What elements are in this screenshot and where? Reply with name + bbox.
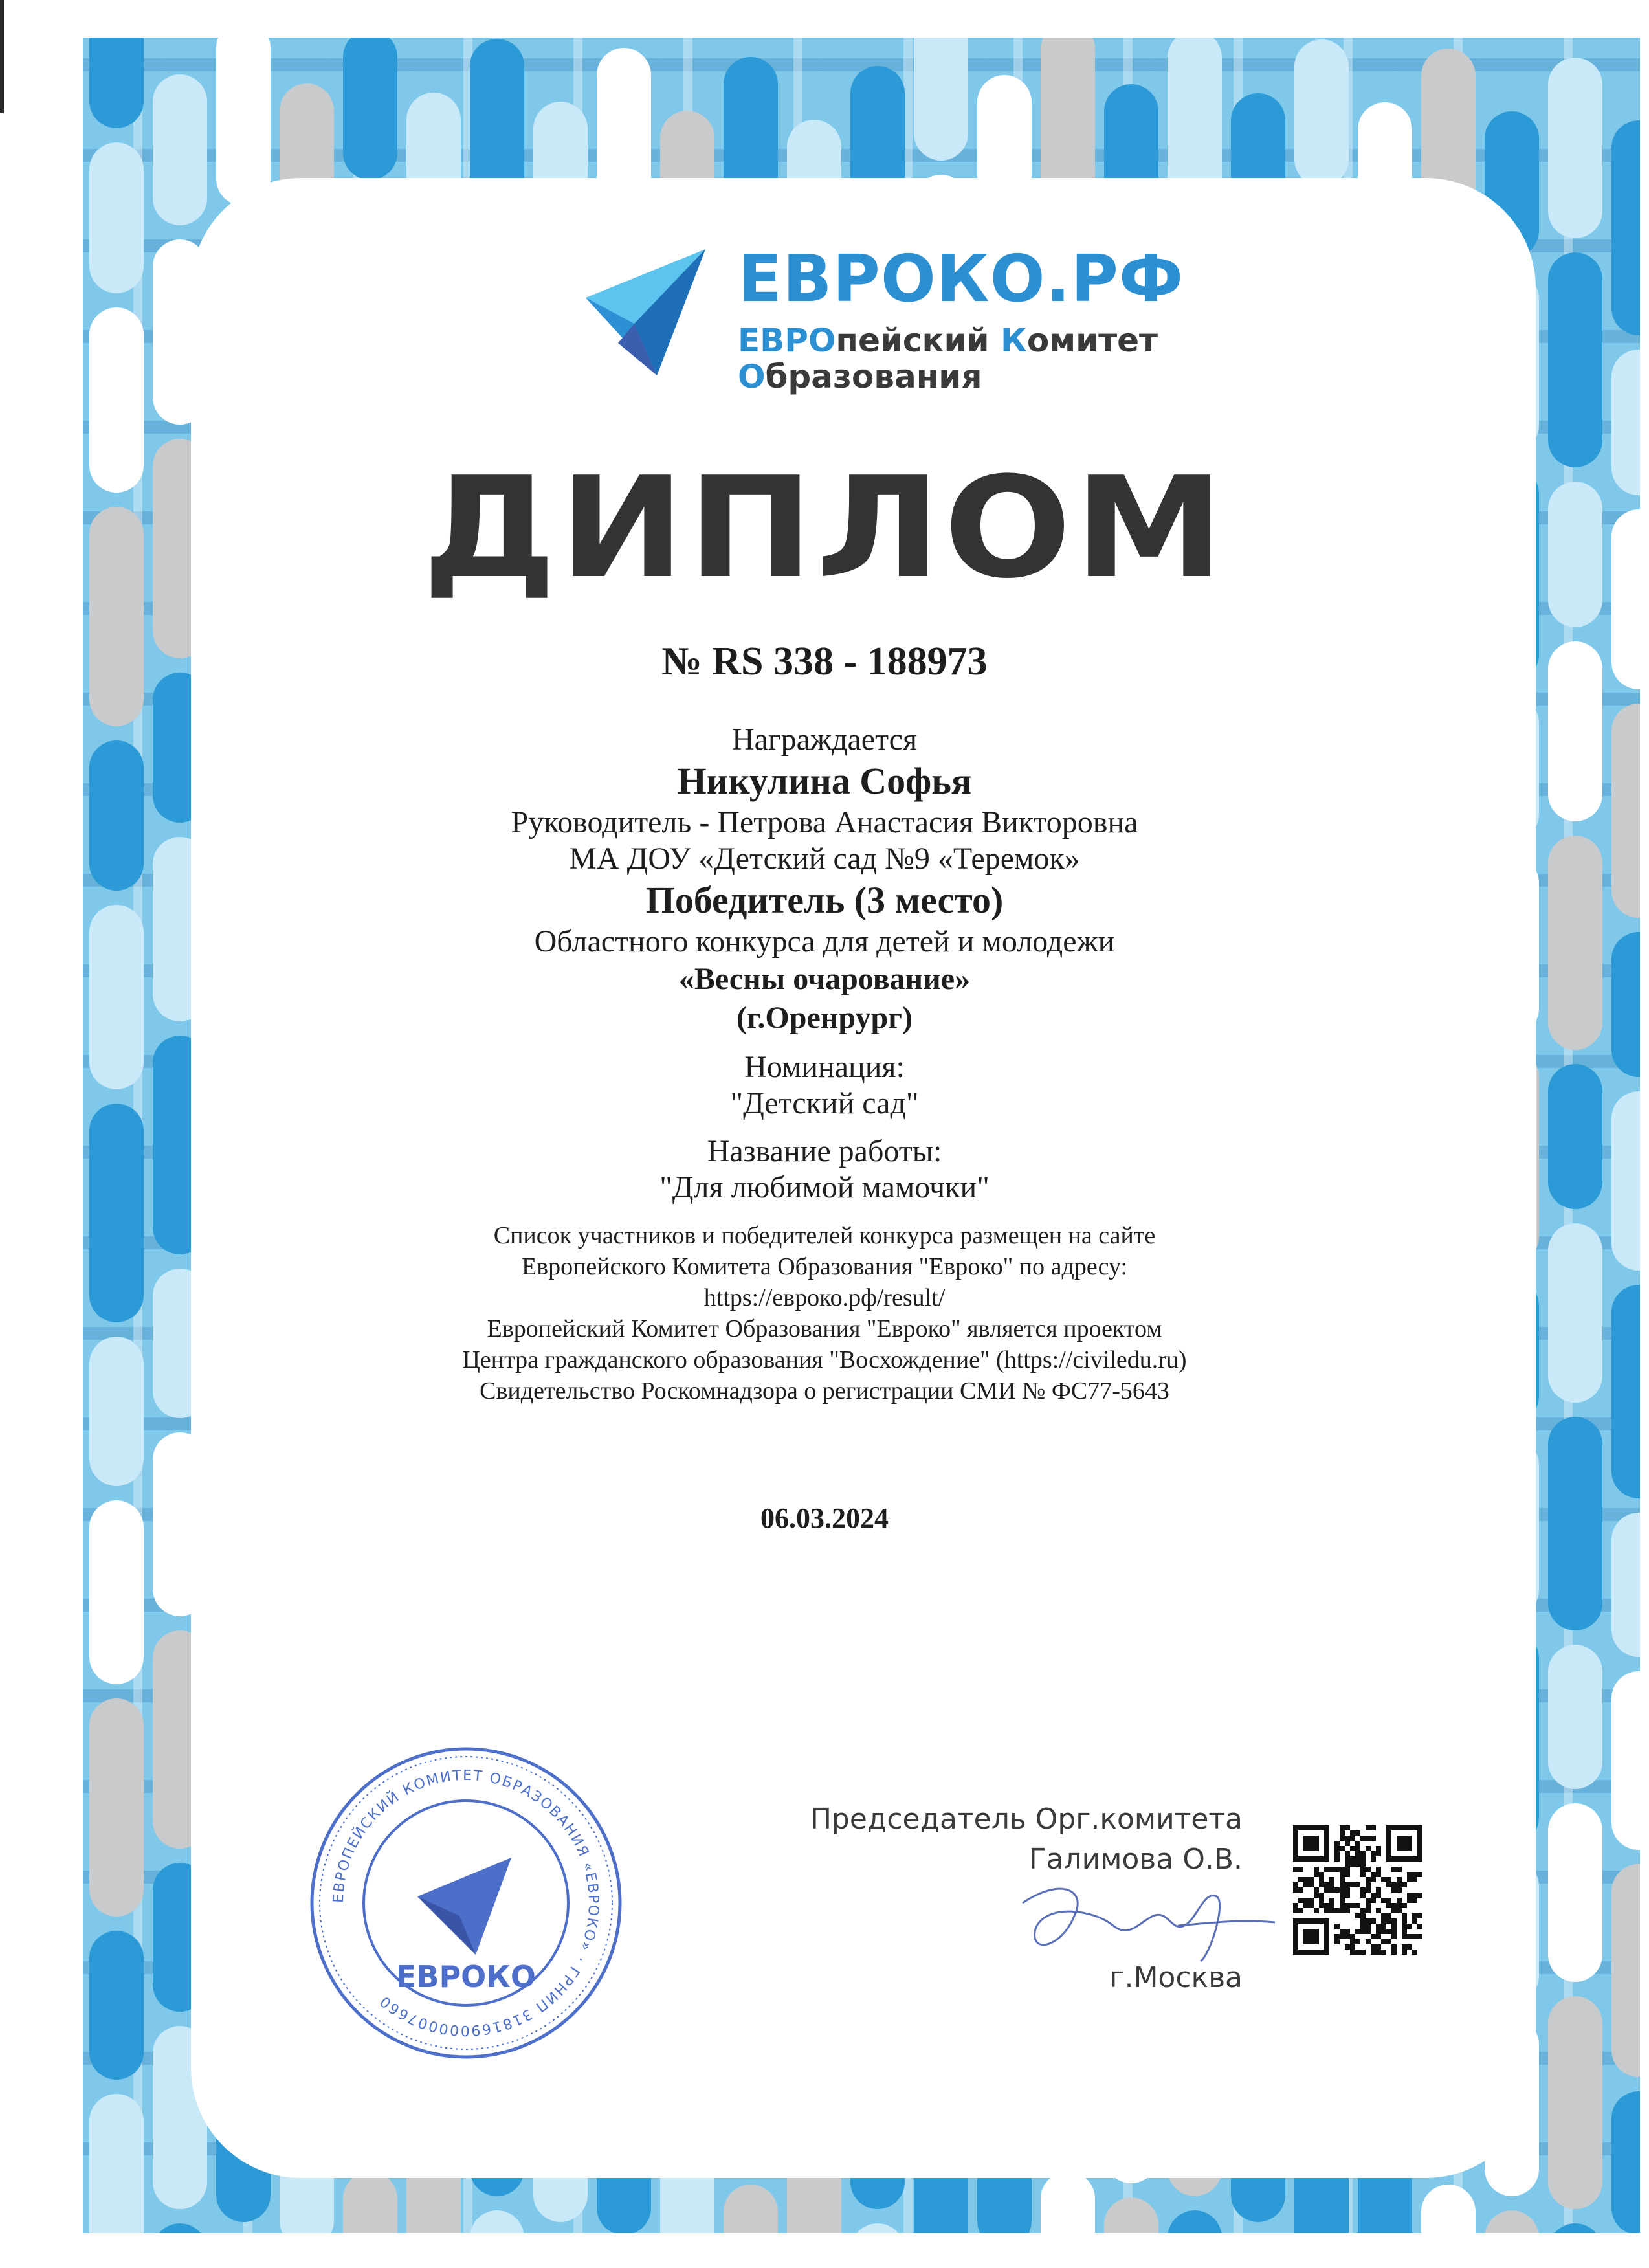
svg-text:ЕВРОПЕЙСКИЙ КОМИТЕТ ОБРАЗОВАНИ: ЕВРОПЕЙСКИЙ КОМИТЕТ ОБРАЗОВАНИЯ «ЕВРОКО» · ГРНИП 318169000007660 bbox=[330, 1767, 602, 2039]
issue-date: 06.03.2024 bbox=[760, 1502, 889, 1534]
signatory-city: г.Москва bbox=[1109, 1961, 1243, 1994]
recipient-name: Никулина Софья bbox=[677, 760, 972, 802]
award-place: Победитель (3 место) bbox=[645, 879, 1004, 921]
qr-code-icon bbox=[1293, 1825, 1422, 1974]
stamp-center-text: ЕВРОКО bbox=[395, 1959, 537, 1994]
info-line: Свидетельство Роскомнадзора о регистрации СМИ № ФС77-5643 bbox=[480, 1377, 1169, 1405]
info-line: Европейского Комитета Образования "Евроко" по адресу: bbox=[521, 1253, 1128, 1280]
info-line: Список участников и победителей конкурса размещен на сайте bbox=[493, 1222, 1156, 1249]
scan-edge-mark bbox=[0, 0, 4, 113]
evroko-logo bbox=[579, 241, 1184, 395]
contest-name: «Весны очарование» bbox=[678, 962, 971, 996]
results-url: https://евроко.рф/result/ bbox=[703, 1284, 946, 1311]
diploma-number: № RS 338 - 188973 bbox=[661, 639, 988, 684]
logo-title: ЕВРОКО.РФ bbox=[738, 241, 1184, 317]
contest-type: Областного конкурса для детей и молодежи bbox=[534, 924, 1115, 959]
diploma-heading: ДИПЛОМ bbox=[422, 447, 1227, 609]
round-stamp bbox=[304, 1741, 628, 2065]
work-title: "Для любимой мамочки" bbox=[659, 1170, 990, 1205]
work-label: Название работы: bbox=[707, 1134, 942, 1168]
award-intro: Награждается bbox=[731, 722, 918, 757]
nomination-value: "Детский сад" bbox=[730, 1086, 919, 1120]
award-text-block bbox=[0, 631, 1649, 1406]
nomination-label: Номинация: bbox=[744, 1050, 905, 1084]
supervisor: Руководитель - Петрова Анастасия Викторовна bbox=[511, 805, 1138, 839]
paper-plane-logo-icon bbox=[579, 246, 709, 395]
signatory-name: Галимова О.В. bbox=[1028, 1843, 1243, 1876]
institution: МА ДОУ «Детский сад №9 «Теремок» bbox=[569, 841, 1080, 876]
contest-city: (г.Оренрург) bbox=[736, 1001, 913, 1035]
info-line: Европейский Комитет Образования "Евроко" является проектом bbox=[487, 1315, 1162, 1342]
logo-subtitle: ЕВРОпейский Комитет Образования bbox=[738, 322, 1158, 395]
signatory-title: Председатель Орг.комитета bbox=[810, 1803, 1243, 1836]
info-line: Центра гражданского образования "Восхождение" (https://civiledu.ru) bbox=[462, 1346, 1187, 1373]
